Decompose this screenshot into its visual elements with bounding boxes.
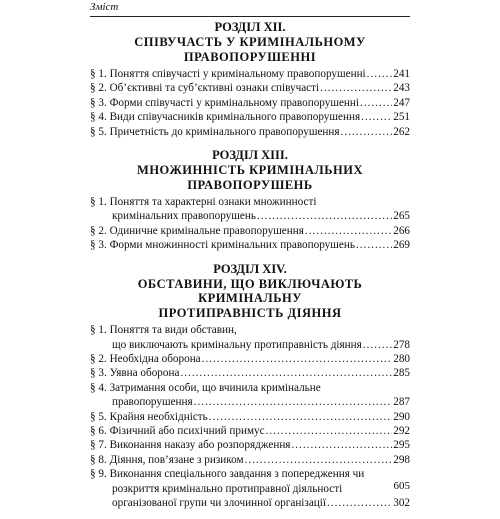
toc-entry-text: § 3. Форми множинності кримінальних правопорушень (90, 239, 355, 252)
chapter-section (90, 20, 410, 139)
toc-entry-text: § 4. Види співучасників кримінального правопорушення (90, 111, 361, 124)
toc-entry-line (90, 352, 410, 366)
toc-entry[interactable] (90, 67, 410, 81)
dot-leader (367, 67, 393, 81)
chapter-title (90, 163, 410, 192)
chapter-title-line: ОБСТАВИНИ, ЩО ВИКЛЮЧАЮТЬ КРИМІНАЛЬНУ (137, 276, 363, 306)
toc-entry-page: 295 (393, 439, 410, 452)
toc-entry[interactable] (90, 424, 410, 438)
toc-entry-page: 251 (393, 111, 410, 124)
toc-entry[interactable] (90, 323, 410, 352)
toc-entry-text: § 2. Об’єктивні та суб’єктивні ознаки співучасті (90, 82, 320, 95)
header-title: Зміст (90, 1, 119, 13)
toc-entry-text: § 2. Одиничне кримінальне правопорушення (90, 224, 304, 237)
toc-entry-text: § 3. Форми співучасті у кримінальному правопорушенні (90, 96, 360, 109)
chapter-title (90, 35, 410, 64)
chapter-title-line: СПІВУЧАСТЬ У КРИМІНАЛЬНОМУ (134, 35, 366, 49)
dot-leader (291, 438, 392, 452)
dot-leader (356, 238, 392, 252)
chapter-section (90, 148, 410, 253)
toc-entry-text: організованої групи чи злочинної організації (112, 497, 326, 510)
toc-entry-line (90, 67, 410, 81)
toc-entry[interactable] (90, 381, 410, 410)
toc-entry-page: 298 (393, 453, 410, 466)
toc-entry-line (90, 453, 410, 467)
dot-leader (327, 496, 392, 510)
toc-entry-line (90, 366, 410, 380)
toc-entry-page: 243 (393, 82, 410, 95)
table-of-contents (90, 20, 410, 519)
dot-leader (194, 395, 393, 409)
toc-entry-line (90, 323, 410, 337)
toc-entry-line (90, 81, 410, 95)
toc-entry-line (90, 395, 410, 409)
toc-entry-text: § 5. Причетність до кримінального правопорушення (90, 125, 340, 138)
chapter-section (90, 262, 410, 511)
toc-entry-text: § 6. Фізичний або психічний примус (90, 425, 265, 437)
toc-entry-text: кримінальних правопорушень (112, 210, 256, 223)
toc-entry[interactable] (90, 438, 410, 452)
toc-entry-line (90, 238, 410, 252)
toc-entry[interactable] (90, 366, 410, 380)
dot-leader (341, 125, 393, 139)
toc-entry-line (90, 381, 410, 395)
toc-entry-text: § 4. Затримання особи, що вчинила кримінальне (90, 381, 321, 394)
toc-entry-page: 262 (393, 125, 410, 138)
toc-entry[interactable] (90, 110, 410, 124)
toc-entry-page: 280 (393, 352, 410, 365)
chapter-title-line: ПРАВОПОРУШЕНЬ (187, 177, 313, 192)
toc-entry[interactable] (90, 352, 410, 366)
toc-entry-page: 269 (393, 239, 410, 252)
chapter-title (90, 277, 410, 321)
toc-entry-line (90, 209, 410, 223)
toc-entry-text: § 2. Необхідна оборона (90, 352, 201, 365)
toc-entry-page: 285 (393, 367, 410, 380)
toc-entry-line (90, 195, 410, 209)
toc-entry-page: 265 (393, 210, 410, 223)
chapter-title-line: ПРОТИПРАВНІСТЬ ДІЯННЯ (158, 305, 342, 320)
toc-entry[interactable] (90, 467, 410, 510)
toc-entry-line (90, 125, 410, 139)
toc-entry[interactable] (90, 238, 410, 252)
toc-entry-text: розкриття кримінально протиправної діяльності (112, 482, 343, 495)
dot-leader (361, 110, 392, 124)
dot-leader (209, 410, 392, 424)
toc-entry-page: 287 (393, 396, 410, 409)
chapter-title-line: МНОЖИННІСТЬ КРИМІНАЛЬНИХ (137, 163, 363, 178)
chapter-title-line: ПРАВОПОРУШЕННІ (183, 49, 317, 64)
dot-leader (320, 81, 392, 95)
toc-entry-line (90, 224, 410, 238)
toc-entry-line (90, 424, 410, 438)
dot-leader (266, 424, 393, 438)
toc-entry-line (90, 438, 410, 452)
toc-entry-page: 278 (393, 338, 410, 351)
running-header (90, 0, 410, 17)
toc-entry-page: 241 (393, 68, 410, 80)
toc-entry-text: § 7. Виконання наказу або розпорядження (90, 439, 291, 452)
toc-entry-page: 292 (393, 425, 410, 437)
dot-leader (363, 338, 392, 352)
toc-entry[interactable] (90, 224, 410, 238)
toc-entry[interactable] (90, 125, 410, 139)
toc-entry-text: § 8. Діяння, пов’язане з ризиком (90, 453, 244, 466)
dot-leader (305, 224, 392, 238)
toc-entry-text: що виключають кримінальну протиправність діяння (112, 338, 362, 351)
toc-entry-line (90, 96, 410, 110)
toc-entry-line (90, 110, 410, 124)
toc-entry-line (90, 338, 410, 352)
dot-leader (360, 96, 392, 110)
toc-entry-text: § 3. Уявна оборона (90, 367, 180, 380)
dot-leader (257, 209, 392, 223)
toc-entry-line (90, 410, 410, 424)
chapter-number: РОЗДІЛ XII. (214, 20, 286, 34)
toc-entry-text: § 9. Виконання спеціального завдання з попередження чи (90, 468, 365, 481)
page-number: 605 (393, 480, 410, 492)
toc-entry-page: 302 (393, 497, 410, 510)
toc-entry[interactable] (90, 453, 410, 467)
toc-entry-text: § 1. Поняття співучасті у кримінальному правопорушенні (90, 68, 366, 80)
toc-entry-page: 290 (393, 410, 410, 423)
toc-entry[interactable] (90, 410, 410, 424)
toc-entry-line (90, 482, 410, 496)
chapter-number: РОЗДІЛ XIV. (213, 261, 287, 276)
toc-entry[interactable] (90, 195, 410, 224)
toc-entry-text: правопорушення (112, 396, 193, 409)
toc-entry-line (90, 496, 410, 510)
toc-entry-text: § 1. Поняття та характерні ознаки множинності (90, 196, 317, 209)
toc-entry[interactable] (90, 81, 410, 95)
toc-entry-text: § 1. Поняття та види обставин, (90, 324, 237, 337)
toc-entry-line (90, 467, 410, 481)
toc-entry-text: § 5. Крайня необхідність (90, 410, 208, 423)
toc-entry-page: 266 (393, 224, 410, 237)
toc-entry[interactable] (90, 96, 410, 110)
dot-leader (180, 366, 392, 380)
dot-leader (245, 453, 393, 467)
chapter-number: РОЗДІЛ XIII. (212, 148, 288, 163)
dot-leader (202, 352, 393, 366)
toc-entry-page: 247 (393, 96, 410, 109)
